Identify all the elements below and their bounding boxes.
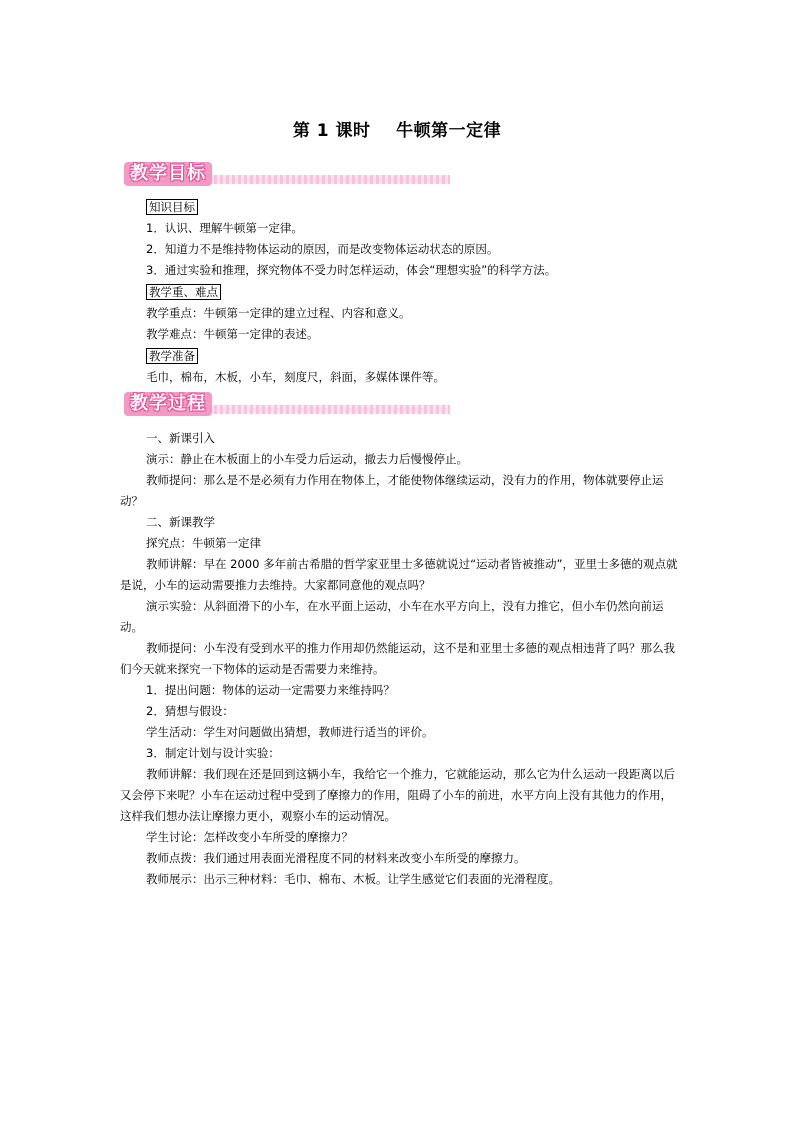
knowledge-goals-heading: 知识目标 xyxy=(146,199,198,215)
section-banner-teaching-goals xyxy=(120,162,450,190)
process-paragraph: 1．提出问题：物体的运动一定需要力来维持吗？ xyxy=(146,683,395,697)
process-paragraph: 教师提问：那么是不是必须有力作用在物体上，才能使物体继续运动，没有力的作用，物体就要停止运动？ xyxy=(120,473,664,508)
key-points-heading: 教学重、难点 xyxy=(146,284,221,300)
key-point: 教学重点：牛顿第一定律的建立过程、内容和意义。 xyxy=(146,306,411,320)
knowledge-item: 1．认识、理解牛顿第一定律。 xyxy=(146,221,303,235)
banner-label: 教学过程 xyxy=(124,392,212,416)
banner-label: 教学目标 xyxy=(124,162,212,186)
teaching-goals-section xyxy=(120,196,680,388)
process-paragraph: 探究点：牛顿第一定律 xyxy=(146,536,261,550)
process-paragraph: 二、新课教学 xyxy=(146,515,215,529)
process-paragraph: 教师讲解：早在 2000 多年前古希腊的哲学家亚里士多德就说过“运动者皆被推动”，亚里士多德的观点就是说，小车的运动需要推力去维持。大家都同意他的观点吗？ xyxy=(120,557,678,592)
process-paragraph: 教师讲解：我们现在还是回到这辆小车，我给它一个推力，它就能运动，那么它为什么运动一段距离以后又会停下来呢？小车在运动过程中受到了摩擦力的作用，阻碍了小车的前进，水平方向上没有其他力的作用，这样我们想办法让摩擦力更小，观察小车的运动情况。 xyxy=(120,767,675,823)
page-title: 第 1 课时 牛顿第一定律 xyxy=(292,121,502,141)
knowledge-item: 2．知道力不是维持物体运动的原因，而是改变物体运动状态的原因。 xyxy=(146,242,499,256)
teaching-process-section xyxy=(120,428,680,890)
process-paragraph: 2．猜想与假设： xyxy=(146,704,234,718)
knowledge-item: 3．通过实验和推理，探究物体不受力时怎样运动，体会“理想实验”的科学方法。 xyxy=(146,263,557,277)
preparation-heading: 教学准备 xyxy=(146,348,198,364)
preparation-list: 毛巾，棉布，木板，小车，刻度尺，斜面，多媒体课件等。 xyxy=(146,370,445,384)
section-banner-teaching-process xyxy=(120,392,450,420)
process-paragraph: 一、新课引入 xyxy=(146,431,215,445)
process-paragraph: 演示：静止在木板面上的小车受力后运动，撤去力后慢慢停止。 xyxy=(146,452,468,466)
process-paragraph: 教师点拨：我们通过用表面光滑程度不同的材料来改变小车所受的摩擦力。 xyxy=(146,851,526,865)
process-paragraph: 学生活动：学生对问题做出猜想，教师进行适当的评价。 xyxy=(146,725,434,739)
process-paragraph: 3．制定计划与设计实验： xyxy=(146,746,280,760)
key-point: 教学难点：牛顿第一定律的表述。 xyxy=(146,327,319,341)
process-paragraph: 教师提问：小车没有受到水平的推力作用却仍然能运动，这不是和亚里士多德的观点相违背了吗？那么我们今天就来探究一下物体的运动是否需要力来维持。 xyxy=(120,641,675,676)
process-paragraph: 学生讨论：怎样改变小车所受的摩擦力？ xyxy=(146,830,353,844)
process-paragraph: 教师展示：出示三种材料：毛巾、棉布、木板。让学生感觉它们表面的光滑程度。 xyxy=(146,872,560,886)
process-paragraph: 演示实验：从斜面滑下的小车，在水平面上运动，小车在水平方向上，没有力推它，但小车仍然向前运动。 xyxy=(120,599,664,634)
